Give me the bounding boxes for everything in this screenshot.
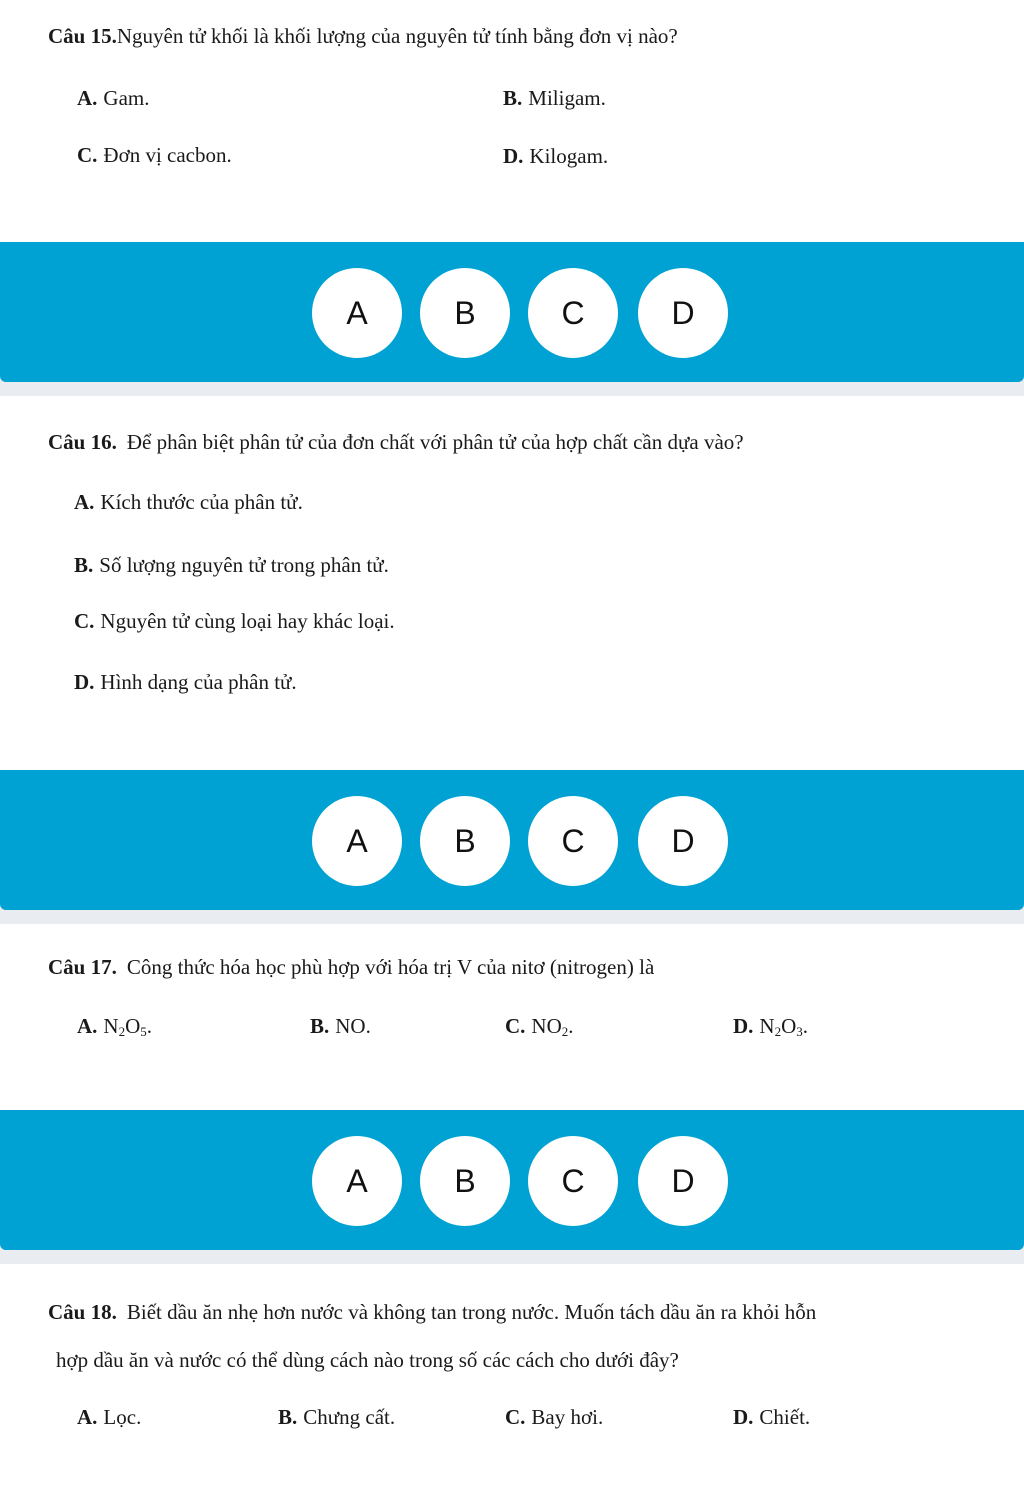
answer-button-b[interactable]: B	[420, 268, 510, 358]
formula: $NO_2$.	[531, 1014, 574, 1039]
option-c	[77, 141, 232, 169]
option-c	[505, 1012, 574, 1040]
answer-bar-17	[0, 1110, 1024, 1250]
question-text	[48, 428, 744, 456]
option-letter: C.	[505, 1405, 526, 1429]
option-text: Lọc.	[103, 1405, 142, 1429]
option-a	[74, 488, 303, 516]
option-a	[77, 1012, 152, 1040]
option-letter: C.	[74, 609, 95, 633]
option-letter: C.	[77, 143, 98, 167]
answer-button-d[interactable]: D	[638, 796, 728, 886]
option-b	[310, 1012, 371, 1040]
option-letter: D.	[503, 144, 524, 168]
answer-button-d[interactable]: D	[638, 268, 728, 358]
question-card-17	[0, 924, 1024, 1110]
option-d	[503, 142, 608, 170]
question-card-15	[0, 0, 1024, 242]
option-text: Bay hơi.	[531, 1405, 604, 1429]
answer-button-a[interactable]: A	[312, 796, 402, 886]
answer-button-c[interactable]: C	[528, 1136, 618, 1226]
option-letter: A.	[74, 490, 95, 514]
option-letter: A.	[77, 86, 98, 110]
option-letter: B.	[310, 1014, 330, 1038]
option-letter: B.	[503, 86, 523, 110]
option-text: Đơn vị cacbon.	[103, 143, 232, 167]
formula: $N_2O_5$.	[103, 1014, 153, 1039]
answer-button-b[interactable]: B	[420, 796, 510, 886]
option-letter: D.	[733, 1014, 754, 1038]
option-b	[278, 1403, 395, 1431]
answer-bar-15	[0, 242, 1024, 382]
option-letter: C.	[505, 1014, 526, 1038]
option-d	[733, 1012, 808, 1040]
question-number: Câu 18.	[48, 1300, 117, 1324]
option-d	[74, 668, 297, 696]
option-text: Kích thước của phân tử.	[100, 490, 303, 514]
question-card-18	[0, 1264, 1024, 1488]
question-body: Nguyên tử khối là khối lượng của nguyên tử tính bằng đơn vị nào?	[116, 24, 678, 48]
answer-button-d[interactable]: D	[638, 1136, 728, 1226]
answer-button-b[interactable]: B	[420, 1136, 510, 1226]
option-letter: D.	[74, 670, 95, 694]
answer-button-a[interactable]: A	[312, 268, 402, 358]
option-text: Chưng cất.	[303, 1405, 396, 1429]
option-text: Kilogam.	[529, 144, 609, 168]
option-letter: A.	[77, 1405, 98, 1429]
option-letter: B.	[278, 1405, 298, 1429]
option-b	[503, 84, 606, 112]
answer-button-c[interactable]: C	[528, 796, 618, 886]
formula: NO.	[335, 1014, 371, 1038]
option-text: Nguyên tử cùng loại hay khác loại.	[100, 609, 395, 633]
option-d	[733, 1403, 810, 1431]
answer-button-c[interactable]: C	[528, 268, 618, 358]
option-text: Chiết.	[759, 1405, 811, 1429]
question-number: Câu 15.	[48, 24, 117, 48]
question-text-line-1	[48, 1298, 816, 1326]
option-a	[77, 84, 150, 112]
question-body: Công thức hóa học phù hợp với hóa trị V của nitơ (nitrogen) là	[126, 955, 655, 979]
question-body: Biết dầu ăn nhẹ hơn nước và không tan trong nước. Muốn tách dầu ăn ra khỏi hỗn	[126, 1300, 817, 1324]
option-a	[77, 1403, 141, 1431]
option-c	[505, 1403, 603, 1431]
option-letter: B.	[74, 553, 94, 577]
question-number: Câu 16.	[48, 430, 117, 454]
question-number: Câu 17.	[48, 955, 117, 979]
question-text	[48, 953, 654, 981]
question-text	[48, 22, 678, 50]
option-b	[74, 551, 389, 579]
question-text-line-2: hợp dầu ăn và nước có thể dùng cách nào trong số các cách cho dưới đây?	[56, 1348, 679, 1372]
option-text: Hình dạng của phân tử.	[100, 670, 297, 694]
option-text: Miligam.	[528, 86, 606, 110]
option-c	[74, 607, 395, 635]
answer-button-a[interactable]: A	[312, 1136, 402, 1226]
question-card-16	[0, 396, 1024, 770]
option-letter: D.	[733, 1405, 754, 1429]
answer-bar-16	[0, 770, 1024, 910]
formula: $N_2O_3$.	[759, 1014, 809, 1039]
option-letter: A.	[77, 1014, 98, 1038]
question-body: Để phân biệt phân tử của đơn chất với phân tử của hợp chất cần dựa vào?	[126, 430, 744, 454]
option-text: Gam.	[103, 86, 150, 110]
option-text: Số lượng nguyên tử trong phân tử.	[99, 553, 389, 577]
